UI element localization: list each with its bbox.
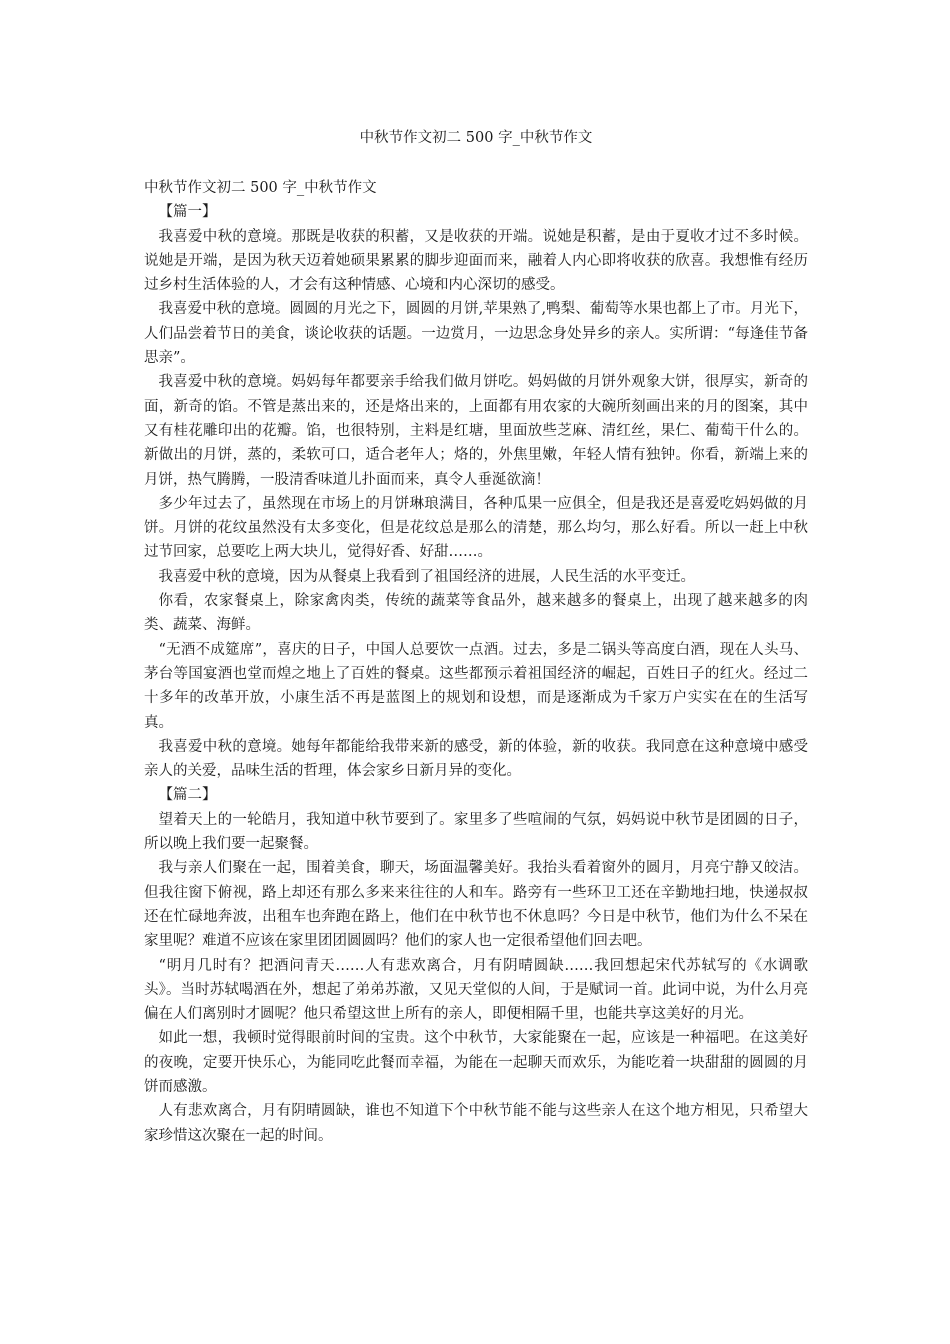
paragraph: 我喜爱中秋的意境。圆圆的月光之下，圆圆的月饼,苹果熟了,鸭梨、葡萄等水果也都上了市。月光下，人们品尝着节日的美食，谈论收获的话题。一边赏月，一边思念身处异乡的亲人。实所谓：“每逢佳节备思亲”。 xyxy=(144,301,808,367)
paragraph: “无酒不成筵席”，喜庆的日子，中国人总要饮一点酒。过去，多是二锅头等高度白酒，现在人头马、茅台等国宴酒也堂而煌之地上了百姓的餐桌。这些都预示着祖国经济的崛起，百姓日子的红火。经过二十多年的改革开放，小康生活不再是蓝图上的规划和设想，而是逐渐成为千家万户实实在在的生活写真。 xyxy=(144,641,808,731)
paragraph: 人有悲欢离合，月有阴晴圆缺，谁也不知道下个中秋节能不能与这些亲人在这个地方相见，只希望大家珍惜这次聚在一起的时间。 xyxy=(144,1103,808,1144)
document-title: 中秋节作文初二 500 字_中秋节作文 xyxy=(359,130,593,146)
paragraph: 我喜爱中秋的意境。她每年都能给我带来新的感受，新的体验，新的收获。我同意在这种意境中感受亲人的关爱，品味生活的哲理，体会家乡日新月异的变化。 xyxy=(144,738,808,780)
paragraph: 我喜爱中秋的意境。那既是收获的积蓄，又是收获的开端。说她是积蓄，是由于夏收才过不多时候。说她是开端，是因为秋天迈着她硕果累累的脚步迎面而来，融着人内心即将收获的欣喜。我想惟有经历过乡村生活体验的人，才会有这种情感、心境和内心深切的感受。 xyxy=(144,228,808,294)
section-label-1: 【篇一】 xyxy=(158,204,217,221)
document-body xyxy=(144,176,808,1148)
paragraph: 如此一想，我顿时觉得眼前时间的宝贵。这个中秋节，大家能聚在一起，应该是一种福吧。在这美好的夜晚，定要开快乐心，为能同吃此餐而幸福，为能在一起聊天而欢乐，为能吃着一块甜甜的圆圆的月饼而感激。 xyxy=(144,1030,808,1095)
article-heading: 中秋节作文初二 500 字_中秋节作文 xyxy=(144,180,377,196)
paragraph: 多少年过去了，虽然现在市场上的月饼琳琅满目，各种瓜果一应俱全，但是我还是喜爱吃妈妈做的月饼。月饼的花纹虽然没有太多变化，但是花纹总是那么的清楚，那么均匀，那么好看。所以一赶上中秋过节回家，总要吃上两大块儿，觉得好香、好甜……。 xyxy=(144,495,808,561)
paragraph: 望着天上的一轮皓月，我知道中秋节要到了。家里多了些喧闹的气氛，妈妈说中秋节是团圆的日子，所以晚上我们要一起聚餐。 xyxy=(144,811,808,853)
paragraph: 你看，农家餐桌上，除家禽肉类，传统的蔬菜等食品外，越来越多的餐桌上，出现了越来越多的肉类、蔬菜、海鲜。 xyxy=(144,593,808,634)
paragraph: “明月几时有？把酒问青天……人有悲欢离合，月有阴晴圆缺……我回想起宋代苏轼写的《水调歌头》。当时苏轼喝酒在外，想起了弟弟苏澈，又见天堂似的人间，于是赋词一首。此词中说，为什么月亮偏在人们离别时才圆呢？他只希望这世上所有的亲人，即便相隔千里，也能共享这美好的月光。 xyxy=(144,957,808,1023)
paragraph: 我喜爱中秋的意境。妈妈每年都要亲手给我们做月饼吃。妈妈做的月饼外观象大饼，很厚实，新奇的面，新奇的馅。不管是蒸出来的，还是烙出来的，上面都有用农家的大碗所刻画出来的月的图案，其中又有桂花雕印出的花瓣。馅，也很特别，主料是红塘，里面放些芝麻、清红丝，果仁、葡萄干什么的。新做出的月饼，蒸的，柔软可口，适合老年人；烙的，外焦里嫩，年轻人情有独钟。你看，新端上来的月饼，热气腾腾，一股清香味道儿扑面而来，真令人垂涎欲滴！ xyxy=(144,374,808,488)
paragraph: 我喜爱中秋的意境，因为从餐桌上我看到了祖国经济的进展，人民生活的水平变迁。 xyxy=(158,568,695,585)
section-label-2: 【篇二】 xyxy=(158,787,217,804)
paragraph: 我与亲人们聚在一起，围着美食，聊天，场面温馨美好。我抬头看着窗外的圆月，月亮宁静又皎洁。但我往窗下俯视，路上却还有那么多来来往往的人和车。路旁有一些环卫工还在辛勤地扫地，快递叔叔还在忙碌地奔波，出租车也奔跑在路上，他们在中秋节也不休息吗？今日是中秋节，他们为什么不呆在家里呢？难道不应该在家里团团圆圆吗？他们的家人也一定很希望他们回去吧。 xyxy=(144,860,808,950)
